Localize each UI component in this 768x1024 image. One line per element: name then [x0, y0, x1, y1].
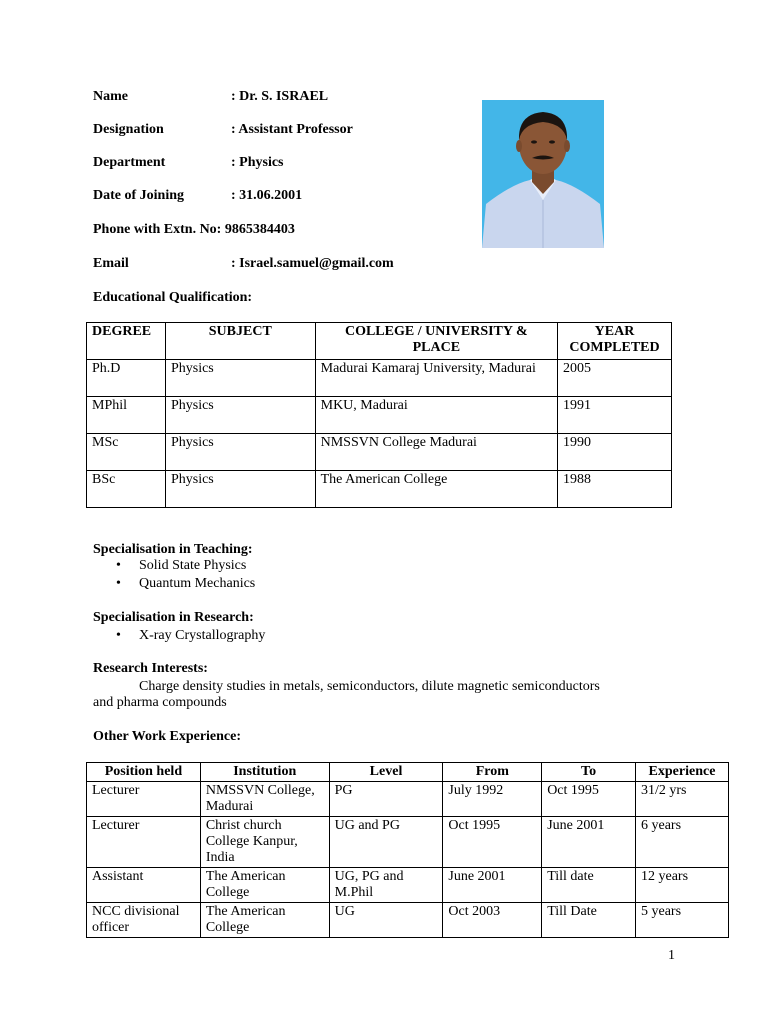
edu-header-year: YEAR COMPLETED [558, 323, 672, 360]
edu-header-subject: SUBJECT [165, 323, 315, 360]
work-to: Till date [542, 868, 636, 903]
designation-label: Designation [93, 122, 164, 137]
profile-photo [482, 100, 604, 248]
work-title: Other Work Experience: [93, 729, 242, 744]
email-label: Email [93, 256, 129, 271]
name-label: Name [93, 89, 128, 104]
work-institution: The American College [200, 903, 329, 938]
table-row [87, 868, 729, 903]
edu-college: The American College [315, 471, 557, 508]
work-to: Oct 1995 [542, 782, 636, 817]
work-experience: 12 years [635, 868, 728, 903]
edu-college: MKU, Madurai [315, 397, 557, 434]
table-row [87, 782, 729, 817]
work-position: Lecturer [87, 817, 201, 868]
work-header-to: To [542, 763, 636, 782]
list-item: • Solid State Physics [93, 557, 255, 575]
doj-value: : 31.06.2001 [231, 188, 303, 203]
teaching-title: Specialisation in Teaching: [93, 542, 253, 557]
table-row [87, 434, 672, 471]
doj-row [93, 188, 303, 204]
edu-degree: BSc [87, 471, 166, 508]
research-spec-list [93, 627, 265, 645]
table-row [87, 397, 672, 434]
work-to: Till Date [542, 903, 636, 938]
email-row [93, 256, 394, 272]
table-row [87, 360, 672, 397]
name-row [93, 89, 329, 105]
table-row [87, 471, 672, 508]
work-level: PG [329, 782, 443, 817]
department-label: Department [93, 155, 166, 170]
edu-header-college: COLLEGE / UNIVERSITY & PLACE [315, 323, 557, 360]
education-title: Educational Qualification: [93, 290, 253, 305]
page-number: 1 [668, 948, 675, 963]
interests-title: Research Interests: [93, 661, 208, 676]
edu-year: 2005 [558, 360, 672, 397]
table-row [87, 817, 729, 868]
work-experience: 5 years [635, 903, 728, 938]
work-position: Lecturer [87, 782, 201, 817]
work-header-experience: Experience [635, 763, 728, 782]
list-item: • Quantum Mechanics [93, 575, 255, 593]
edu-degree: MPhil [87, 397, 166, 434]
education-header-row [87, 323, 672, 360]
interests-line-1: Charge density studies in metals, semiconductors, dilute magnetic semiconductors [139, 679, 600, 694]
table-row [87, 903, 729, 938]
work-header-institution: Institution [200, 763, 329, 782]
research-spec-title: Specialisation in Research: [93, 610, 254, 625]
work-from: July 1992 [443, 782, 542, 817]
edu-year: 1991 [558, 397, 672, 434]
work-position: Assistant [87, 868, 201, 903]
work-to: June 2001 [542, 817, 636, 868]
list-item: • X-ray Crystallography [93, 627, 265, 645]
edu-subject: Physics [165, 397, 315, 434]
portrait-image [482, 100, 604, 248]
department-row [93, 155, 284, 171]
designation-value: : Assistant Professor [231, 122, 353, 137]
education-table [86, 322, 672, 508]
department-value: : Physics [231, 155, 284, 170]
work-experience: 31/2 yrs [635, 782, 728, 817]
edu-subject: Physics [165, 471, 315, 508]
doj-label: Date of Joining [93, 188, 184, 203]
designation-row [93, 122, 353, 138]
work-level: UG, PG and M.Phil [329, 868, 443, 903]
email-value: : Israel.samuel@gmail.com [231, 256, 394, 271]
work-institution: NMSSVN College, Madurai [200, 782, 329, 817]
edu-college: NMSSVN College Madurai [315, 434, 557, 471]
work-header-position: Position held [87, 763, 201, 782]
edu-degree: MSc [87, 434, 166, 471]
work-from: Oct 1995 [443, 817, 542, 868]
work-institution: The American College [200, 868, 329, 903]
work-institution: Christ church College Kanpur, India [200, 817, 329, 868]
phone-row [93, 222, 295, 238]
name-value: : Dr. S. ISRAEL [231, 89, 329, 104]
work-position: NCC divisional officer [87, 903, 201, 938]
interests-line-2: and pharma compounds [93, 695, 227, 710]
work-header-from: From [443, 763, 542, 782]
work-from: Oct 2003 [443, 903, 542, 938]
work-header-row [87, 763, 729, 782]
work-table [86, 762, 729, 938]
edu-year: 1988 [558, 471, 672, 508]
phone-text: Phone with Extn. No: 9865384403 [93, 222, 295, 237]
work-experience: 6 years [635, 817, 728, 868]
edu-header-degree: DEGREE [87, 323, 166, 360]
work-level: UG [329, 903, 443, 938]
work-header-level: Level [329, 763, 443, 782]
edu-degree: Ph.D [87, 360, 166, 397]
teaching-list [93, 557, 255, 593]
edu-year: 1990 [558, 434, 672, 471]
edu-subject: Physics [165, 360, 315, 397]
work-level: UG and PG [329, 817, 443, 868]
edu-subject: Physics [165, 434, 315, 471]
edu-college: Madurai Kamaraj University, Madurai [315, 360, 557, 397]
work-from: June 2001 [443, 868, 542, 903]
